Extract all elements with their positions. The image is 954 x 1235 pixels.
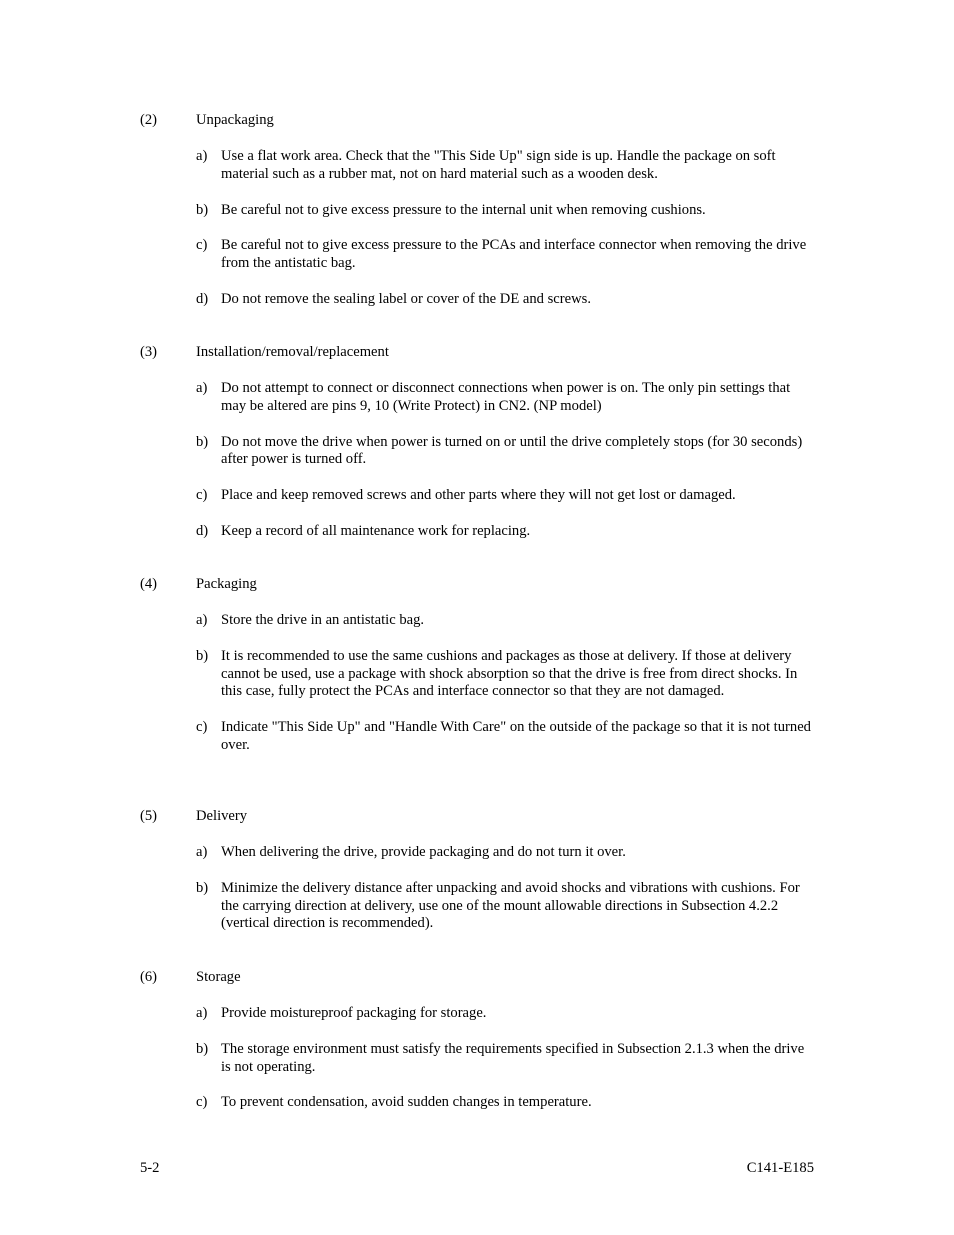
document-id: C141-E185 — [746, 1160, 814, 1176]
list-item — [140, 202, 820, 220]
item-letter: b) — [196, 879, 209, 896]
item-text: Do not attempt to connect or disconnect connections when power is on. The only pin settings that may be altered are pins 9, 10 (Write Protect) in CN2. (NP model) — [221, 380, 791, 414]
item-letter: c) — [196, 719, 208, 736]
list-item — [140, 1005, 820, 1023]
page-number: 5-2 — [140, 1160, 160, 1176]
item-text: Be careful not to give excess pressure to the PCAs and interface connector when removing the drive from the antistatic bag. — [221, 237, 807, 272]
list-item — [140, 380, 820, 416]
list-item — [140, 719, 820, 755]
list-item — [140, 1041, 820, 1077]
item-text: Do not remove the sealing label or cover of the DE and screws. — [221, 290, 591, 307]
section-title: Installation/removal/replacement — [196, 344, 389, 360]
item-letter: b) — [196, 647, 209, 664]
item-text: Place and keep removed screws and other parts where they will not get lost or damaged. — [221, 487, 736, 504]
section-items — [140, 612, 820, 755]
list-item — [140, 487, 820, 505]
item-text: When delivering the drive, provide packaging and do not turn it over. — [221, 844, 626, 860]
section-items — [140, 844, 820, 933]
section-number: (4) — [140, 576, 158, 592]
item-letter: a) — [196, 612, 208, 628]
list-item — [140, 434, 820, 470]
item-letter: a) — [196, 1005, 208, 1021]
item-text: Use a flat work area. Check that the "This Side Up" sign side is up. Handle the package on soft material such as a rubber mat, not on hard material such as a wooden desk. — [221, 148, 776, 182]
section-packaging — [140, 576, 820, 755]
list-item — [140, 291, 820, 309]
section-installation — [140, 344, 820, 541]
item-letter: a) — [196, 844, 208, 860]
section-title: Delivery — [196, 808, 248, 824]
section-items — [140, 1005, 820, 1112]
item-letter: b) — [196, 433, 209, 450]
section-heading — [140, 969, 820, 987]
item-letter: d) — [196, 522, 209, 539]
item-letter: a) — [196, 148, 208, 164]
item-text: Indicate "This Side Up" and "Handle With Care" on the outside of the package so that it is not turned over. — [221, 719, 811, 753]
list-item — [140, 648, 820, 701]
section-delivery — [140, 808, 820, 933]
item-text: Do not move the drive when power is turned on or until the drive completely stops (for 30 seconds) after power is turned off. — [221, 433, 803, 468]
item-text: It is recommended to use the same cushions and packages as those at delivery. If those at delivery cannot be used, use a package with shock absorption so that the drive is free from direct shocks. In this case, fully protect the PCAs and interface connector so that they are not damaged. — [221, 647, 798, 700]
item-letter: b) — [196, 1040, 209, 1057]
item-text: Minimize the delivery distance after unpacking and avoid shocks and vibrations with cushions. For the carrying direction at delivery, use one of the mount allowable directions in Subsection 4.2.2 (vertical direction is recommended). — [221, 879, 800, 932]
section-number: (5) — [140, 808, 158, 824]
list-item — [140, 1094, 820, 1112]
section-number: (6) — [140, 969, 158, 985]
item-text: The storage environment must satisfy the requirements specified in Subsection 2.1.3 when the drive is not operating. — [221, 1040, 805, 1075]
list-item — [140, 523, 820, 541]
item-letter: a) — [196, 380, 208, 396]
section-storage — [140, 969, 820, 1112]
section-title: Unpackaging — [196, 112, 274, 128]
section-heading — [140, 576, 820, 594]
section-heading — [140, 808, 820, 826]
item-letter: c) — [196, 237, 208, 254]
item-letter: b) — [196, 201, 209, 218]
list-item — [140, 237, 820, 273]
section-heading — [140, 112, 820, 130]
item-letter: c) — [196, 487, 208, 504]
section-items — [140, 148, 820, 309]
section-title: Storage — [196, 969, 241, 985]
item-letter: d) — [196, 290, 209, 307]
section-heading — [140, 344, 820, 362]
section-unpackaging — [140, 112, 820, 309]
item-text: Provide moistureproof packaging for storage. — [221, 1005, 487, 1021]
list-item — [140, 844, 820, 862]
section-items — [140, 380, 820, 541]
section-number: (3) — [140, 344, 158, 360]
item-text: Be careful not to give excess pressure to the internal unit when removing cushions. — [221, 201, 706, 218]
item-text: To prevent condensation, avoid sudden changes in temperature. — [221, 1094, 592, 1111]
section-number: (2) — [140, 112, 158, 128]
item-letter: c) — [196, 1094, 208, 1111]
section-title: Packaging — [196, 576, 257, 592]
list-item — [140, 148, 820, 184]
list-item — [140, 612, 820, 630]
item-text: Keep a record of all maintenance work for replacing. — [221, 522, 531, 539]
item-text: Store the drive in an antistatic bag. — [221, 612, 425, 628]
list-item — [140, 880, 820, 933]
